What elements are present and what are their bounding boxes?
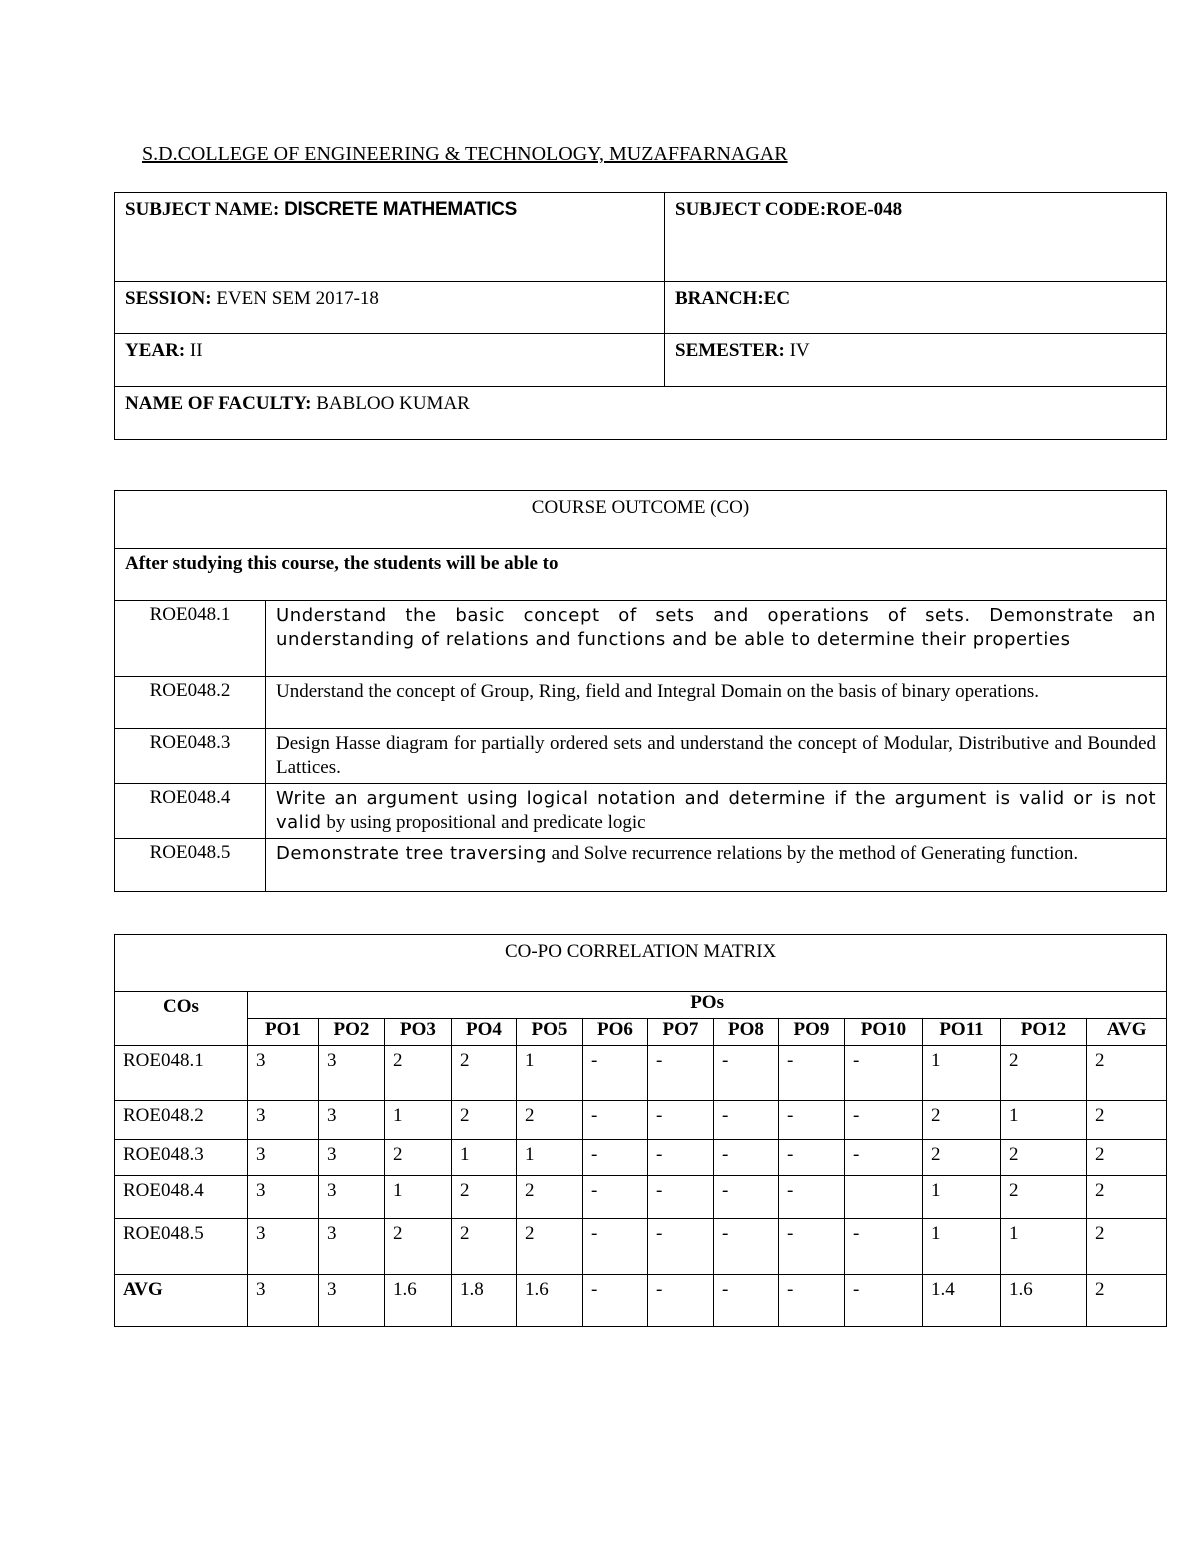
co-description-part: Demonstrate tree traversing: [276, 843, 547, 864]
matrix-cell: 3: [319, 1046, 385, 1101]
matrix-heading: CO-PO CORRELATION MATRIX: [115, 935, 1167, 992]
matrix-cell: 2: [385, 1140, 452, 1176]
year-value: II: [189, 340, 203, 361]
matrix-cell: 3: [319, 1140, 385, 1176]
co-row: [115, 729, 1167, 784]
matrix-cell: -: [583, 1046, 648, 1101]
subject-code-cell: [665, 193, 1167, 282]
matrix-cell: -: [714, 1176, 779, 1219]
matrix-cell: 3: [248, 1046, 319, 1101]
matrix-cell: 1.8: [452, 1275, 517, 1327]
branch-cell: [665, 282, 1167, 334]
semester-label: SEMESTER:: [675, 340, 785, 361]
matrix-cell: 1: [517, 1140, 583, 1176]
matrix-cell: -: [779, 1275, 845, 1327]
matrix-cell: 3: [248, 1219, 319, 1275]
matrix-cell: 2: [517, 1219, 583, 1275]
faculty-label: NAME OF FACULTY:: [125, 393, 312, 414]
matrix-cell: 1.6: [1001, 1275, 1087, 1327]
po-column-header: PO11: [923, 1019, 1001, 1046]
matrix-cell: 2: [1087, 1140, 1167, 1176]
matrix-cell: -: [714, 1275, 779, 1327]
matrix-cell: 1: [1001, 1101, 1087, 1140]
co-description-part: Write an argument using logical notation and determine if the argument is valid or is not valid: [276, 788, 1157, 833]
college-title: S.D.COLLEGE OF ENGINEERING & TECHNOLOGY, MUZAFFARNAGAR: [142, 143, 788, 165]
matrix-cell: -: [779, 1219, 845, 1275]
matrix-cell: 2: [517, 1176, 583, 1219]
matrix-cell: -: [779, 1046, 845, 1101]
subject-name-cell: [115, 193, 665, 282]
matrix-cell: 2: [923, 1101, 1001, 1140]
po-column-header: PO3: [385, 1019, 452, 1046]
matrix-cell: 3: [319, 1219, 385, 1275]
matrix-cell: -: [583, 1219, 648, 1275]
po-column-header: PO4: [452, 1019, 517, 1046]
cos-header: COs: [115, 992, 248, 1046]
matrix-cell: -: [648, 1101, 714, 1140]
subject-code-value: ROE-048: [826, 199, 903, 220]
co-id: ROE048.3: [115, 729, 266, 784]
matrix-cell: -: [714, 1140, 779, 1176]
matrix-cell: 3: [248, 1140, 319, 1176]
faculty-cell: [115, 387, 1167, 440]
po-column-header: PO1: [248, 1019, 319, 1046]
matrix-cell: -: [648, 1046, 714, 1101]
matrix-cell: -: [583, 1101, 648, 1140]
co-po-matrix-table: [114, 934, 1167, 1327]
matrix-cell: -: [779, 1176, 845, 1219]
matrix-cell: 2: [1087, 1176, 1167, 1219]
faculty-value: BABLOO KUMAR: [316, 393, 470, 414]
matrix-cell: -: [779, 1101, 845, 1140]
co-description: [266, 839, 1167, 892]
matrix-cell: 2: [1001, 1176, 1087, 1219]
matrix-row: [115, 1140, 1167, 1176]
matrix-cell: -: [845, 1219, 923, 1275]
co-row: [115, 677, 1167, 729]
matrix-cell: 3: [248, 1101, 319, 1140]
matrix-row: [115, 1219, 1167, 1275]
matrix-row-co: ROE048.3: [115, 1140, 248, 1176]
matrix-cell: -: [583, 1176, 648, 1219]
po-column-header: PO9: [779, 1019, 845, 1046]
matrix-cell: 2: [517, 1101, 583, 1140]
matrix-cell: -: [714, 1219, 779, 1275]
semester-value: IV: [789, 340, 810, 361]
matrix-cell: -: [648, 1140, 714, 1176]
matrix-cell: 2: [1001, 1140, 1087, 1176]
matrix-cell: -: [714, 1101, 779, 1140]
session-value: EVEN SEM 2017-18: [216, 288, 379, 309]
po-column-header: PO6: [583, 1019, 648, 1046]
co-row: [115, 839, 1167, 892]
co-description: Understand the basic concept of sets and operations of sets. Demonstrate an understanding of relations and functions and be able to determine their properties: [266, 601, 1167, 677]
subject-name-value: DISCRETE MATHEMATICS: [284, 199, 517, 220]
year-cell: [115, 334, 665, 387]
matrix-cell: 3: [319, 1176, 385, 1219]
co-description-part: by using propositional and predicate logic: [321, 812, 646, 833]
matrix-cell: 2: [452, 1219, 517, 1275]
matrix-cell: -: [714, 1046, 779, 1101]
matrix-cell: 1: [385, 1176, 452, 1219]
matrix-cell: 2: [452, 1101, 517, 1140]
matrix-cell: 1.4: [923, 1275, 1001, 1327]
course-outcome-heading: COURSE OUTCOME (CO): [115, 491, 1167, 549]
matrix-cell: -: [648, 1219, 714, 1275]
matrix-row-co: ROE048.2: [115, 1101, 248, 1140]
matrix-row: [115, 1101, 1167, 1140]
co-description: [266, 784, 1167, 839]
matrix-cell: 2: [385, 1046, 452, 1101]
course-outcome-table: [114, 490, 1167, 892]
matrix-cell: 3: [248, 1176, 319, 1219]
co-id: ROE048.2: [115, 677, 266, 729]
po-column-header: PO8: [714, 1019, 779, 1046]
matrix-cell: 2: [1087, 1219, 1167, 1275]
co-id: ROE048.1: [115, 601, 266, 677]
matrix-cell: -: [583, 1275, 648, 1327]
po-column-header: PO7: [648, 1019, 714, 1046]
matrix-cell: 3: [319, 1275, 385, 1327]
matrix-cell: 1: [452, 1140, 517, 1176]
matrix-body: [115, 1046, 1167, 1327]
matrix-cell: -: [583, 1140, 648, 1176]
co-description: Understand the concept of Group, Ring, field and Integral Domain on the basis of binary operations.: [266, 677, 1167, 729]
matrix-row-co: ROE048.1: [115, 1046, 248, 1101]
matrix-cell: -: [845, 1046, 923, 1101]
matrix-cell: -: [779, 1140, 845, 1176]
branch-value: EC: [763, 288, 791, 309]
subject-code-label: SUBJECT CODE:: [675, 199, 827, 220]
co-id: ROE048.5: [115, 839, 266, 892]
subject-info-table: [114, 192, 1167, 440]
matrix-cell: 2: [1087, 1101, 1167, 1140]
matrix-cell: -: [845, 1101, 923, 1140]
matrix-cell: -: [845, 1275, 923, 1327]
matrix-cell: 1: [923, 1046, 1001, 1101]
po-column-header: AVG: [1087, 1019, 1167, 1046]
co-row: [115, 784, 1167, 839]
co-description-part: and Solve recurrence relations by the method of Generating function.: [546, 843, 1079, 864]
matrix-cell: -: [845, 1140, 923, 1176]
po-column-header: PO2: [319, 1019, 385, 1046]
matrix-cell: 3: [319, 1101, 385, 1140]
course-outcome-intro: After studying this course, the students will be able to: [115, 549, 1167, 601]
matrix-row-co: AVG: [115, 1275, 248, 1327]
po-column-header: PO5: [517, 1019, 583, 1046]
subject-name-label: SUBJECT NAME:: [125, 199, 280, 220]
matrix-row-co: ROE048.5: [115, 1219, 248, 1275]
matrix-cell: 1: [385, 1101, 452, 1140]
matrix-cell: 1.6: [517, 1275, 583, 1327]
co-description: Design Hasse diagram for partially ordered sets and understand the concept of Modular, Distributive and Bounded Lattices.: [266, 729, 1167, 784]
matrix-cell: 2: [385, 1219, 452, 1275]
matrix-row-co: ROE048.4: [115, 1176, 248, 1219]
matrix-cell: 3: [248, 1275, 319, 1327]
matrix-row: [115, 1176, 1167, 1219]
matrix-cell: 1: [517, 1046, 583, 1101]
pos-header: POs: [248, 992, 1167, 1019]
po-column-headers: [115, 1019, 1167, 1046]
matrix-cell: 1: [923, 1176, 1001, 1219]
po-column-header: PO10: [845, 1019, 923, 1046]
matrix-cell: 1.6: [385, 1275, 452, 1327]
matrix-cell: 2: [923, 1140, 1001, 1176]
matrix-cell: 2: [1087, 1046, 1167, 1101]
matrix-cell: 2: [1087, 1275, 1167, 1327]
matrix-cell: [845, 1176, 923, 1219]
branch-label: BRANCH:: [675, 288, 764, 309]
semester-cell: [665, 334, 1167, 387]
matrix-cell: -: [648, 1176, 714, 1219]
matrix-cell: 1: [923, 1219, 1001, 1275]
co-id: ROE048.4: [115, 784, 266, 839]
matrix-row: [115, 1046, 1167, 1101]
matrix-cell: -: [648, 1275, 714, 1327]
session-cell: [115, 282, 665, 334]
session-label: SESSION:: [125, 288, 212, 309]
year-label: YEAR:: [125, 340, 186, 361]
matrix-cell: 2: [1001, 1046, 1087, 1101]
matrix-cell: 1: [1001, 1219, 1087, 1275]
matrix-cell: 2: [452, 1176, 517, 1219]
matrix-row: [115, 1275, 1167, 1327]
co-row: [115, 601, 1167, 677]
po-column-header: PO12: [1001, 1019, 1087, 1046]
matrix-cell: 2: [452, 1046, 517, 1101]
